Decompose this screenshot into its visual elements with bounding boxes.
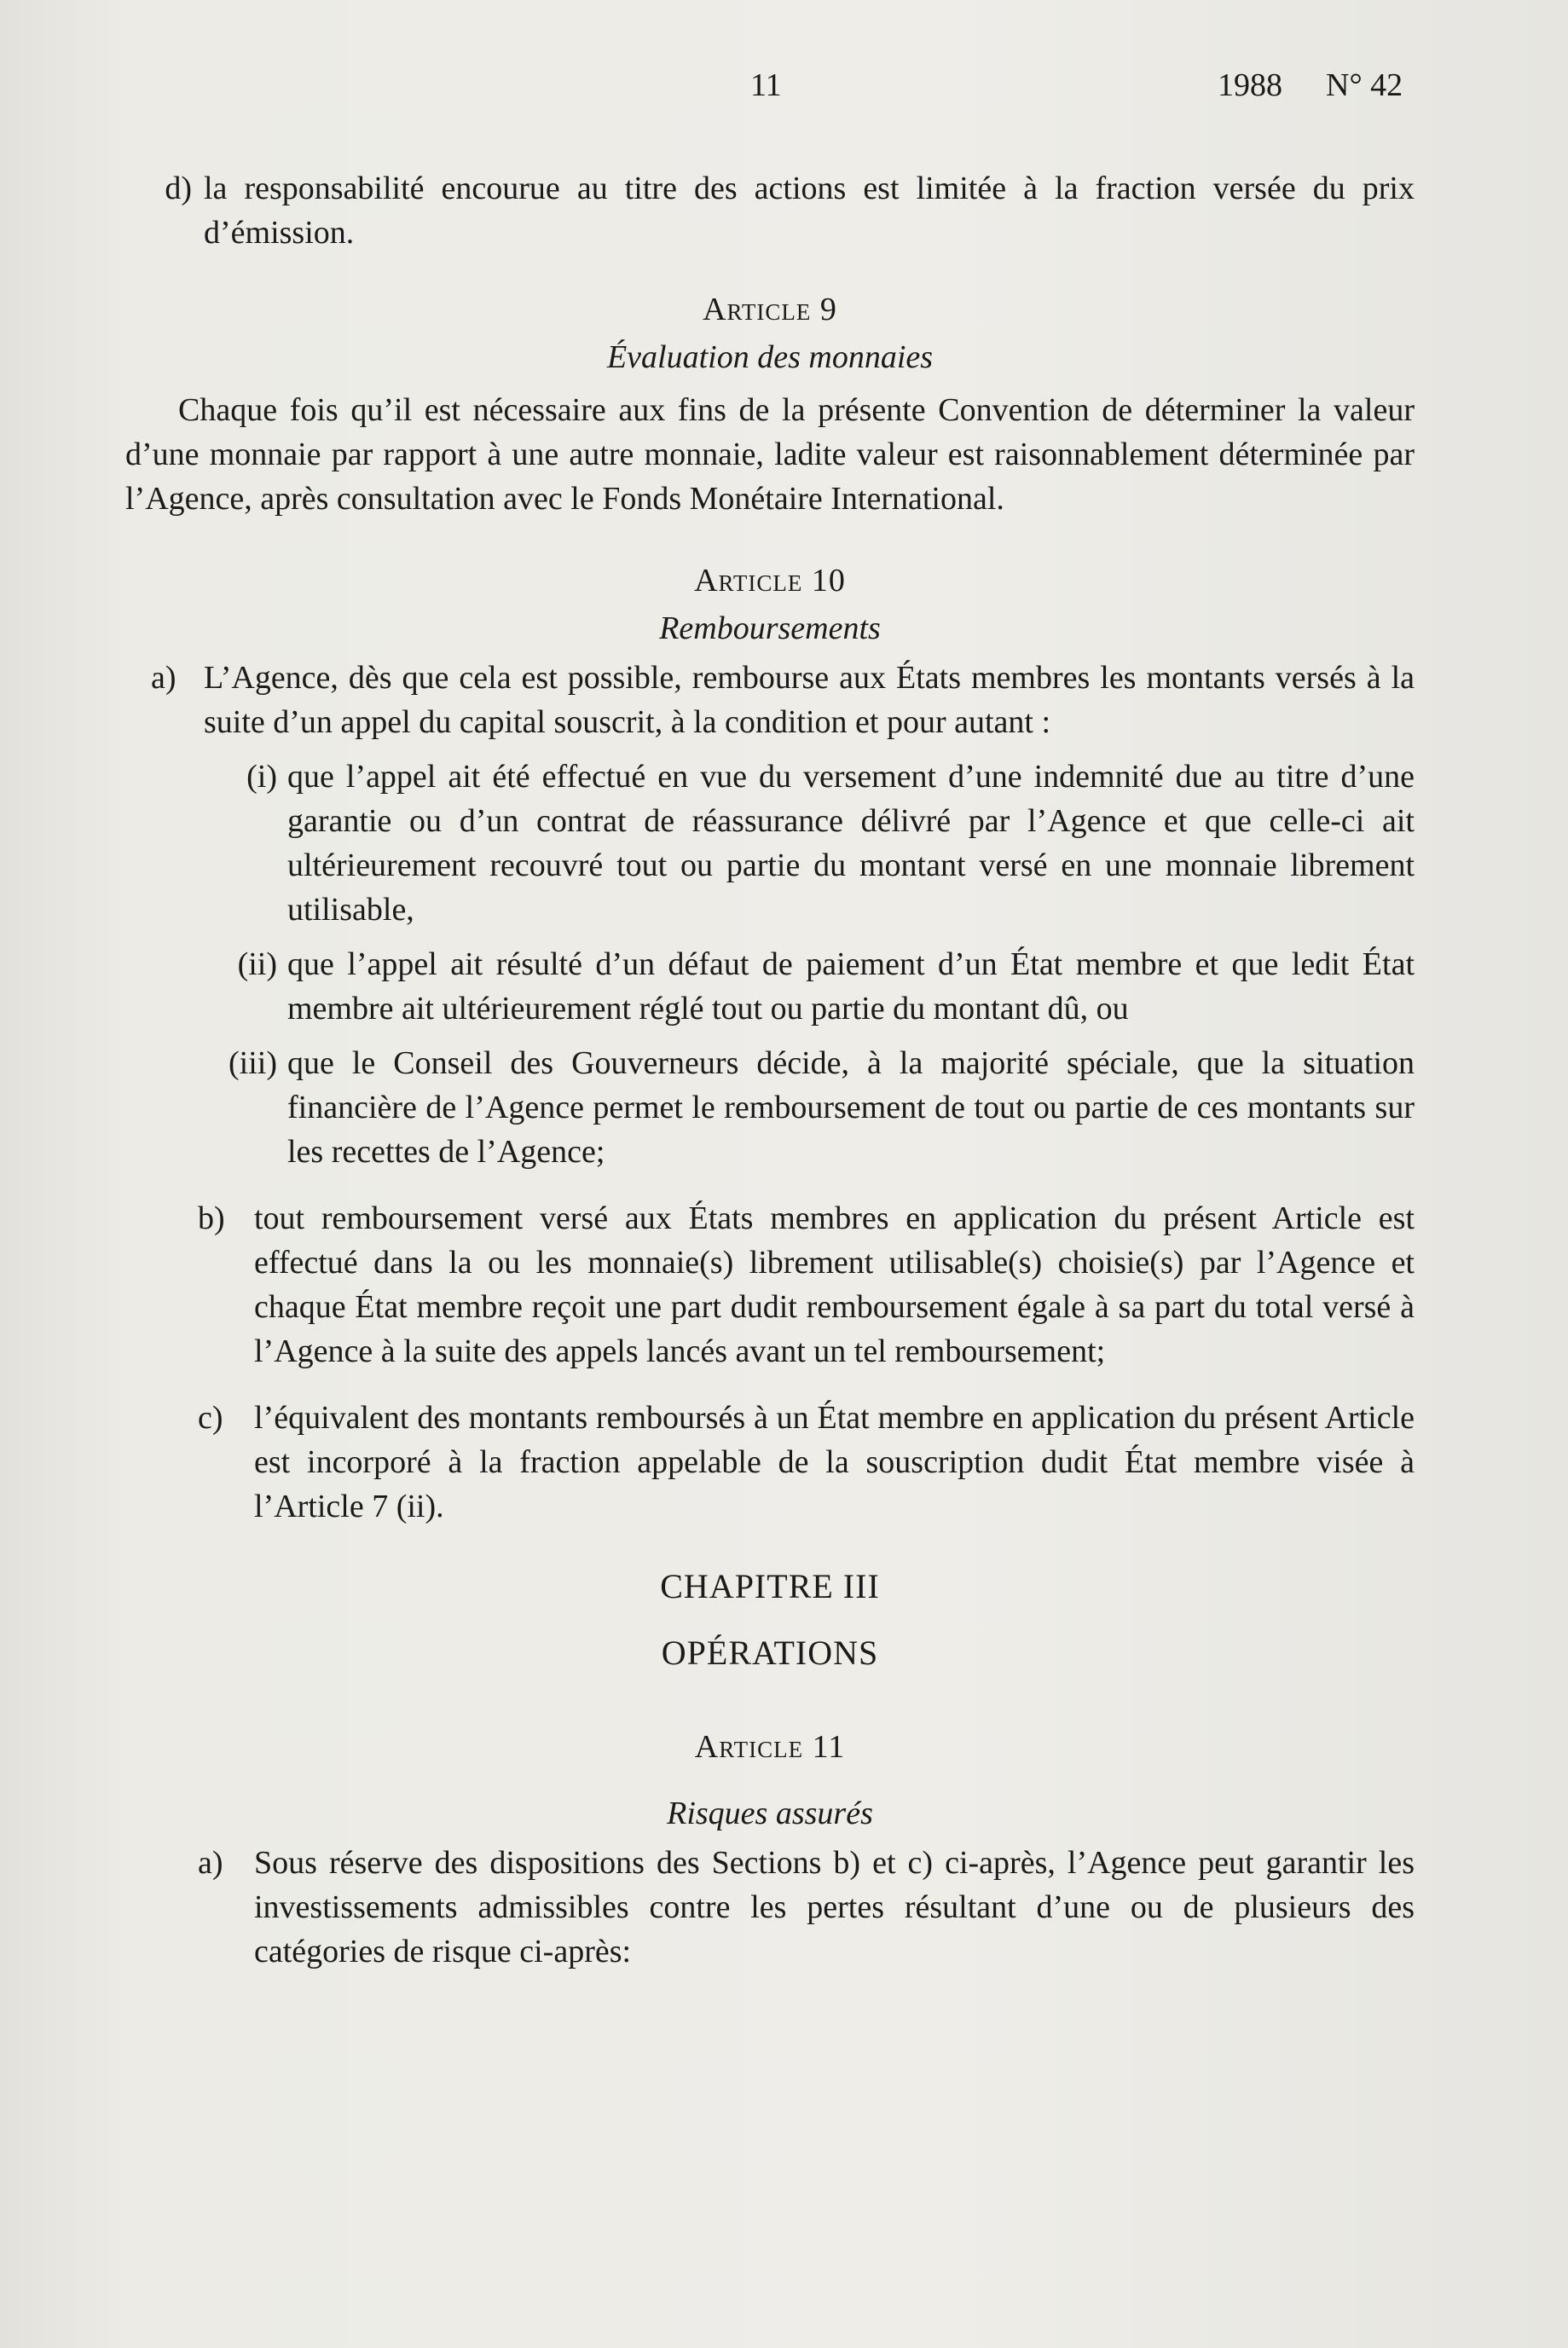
document-body — [125, 166, 1415, 1974]
item-text: L’Agence, dès que cela est possible, rembourse aux États membres les montants versés à la suite d’un appel du capital souscrit, à la condition et pour autant : — [204, 660, 1415, 740]
article-11-title: Risques assurés — [667, 1796, 873, 1831]
item-d — [165, 166, 1415, 255]
article-10-heading: Article 10 — [694, 563, 846, 599]
article-10-item-a-i — [204, 755, 1415, 932]
item-text: que l’appel ait été effectué en vue du versement d’une indemnité due au titre d’une garantie ou d’un contrat de réassurance délivré par l’Agence et que celle-ci ait ultérieurement recouvré tout ou partie du montant versé en une monnaie librement utilisable, — [287, 759, 1415, 928]
item-label: (ii) — [237, 946, 277, 982]
article-10-item-a-ii — [204, 942, 1415, 1031]
item-label: b) — [198, 1200, 225, 1236]
item-label: d) — [165, 171, 192, 206]
article-11-item-a — [198, 1841, 1415, 1974]
item-text: que l’appel ait résulté d’un défaut de paiement d’un État membre et que ledit État membre ait ultérieurement réglé tout ou partie du montant dû, ou — [287, 946, 1415, 1027]
article-10-item-a — [151, 656, 1415, 744]
article-10-title: Remboursements — [659, 610, 881, 646]
item-text: tout remboursement versé aux États membres en application du présent Article est effectué dans la ou les monnaie(s) librement utilisable(s) choisie(s) par l’Agence et chaque État membre reçoit une part dudit remboursement égale à sa part du total versé à l’Agence à la suite des appels lancés avant un tel remboursement; — [254, 1200, 1415, 1369]
header-issue: N° 42 — [1326, 67, 1403, 103]
item-text: l’équivalent des montants remboursés à un État membre en application du présent Article est incorporé à la fraction appelable de la souscription dudit État membre visée à l’Article 7 (ii). — [254, 1400, 1415, 1524]
article-10-item-a-iii — [204, 1041, 1415, 1174]
item-text: Sous réserve des dispositions des Sections b) et c) ci-après, l’Agence peut garantir les investissements admissibles contre les pertes résultant d’une ou de plusieurs des catégories de risque ci-après: — [254, 1845, 1415, 1969]
article-9-title: Évaluation des monnaies — [606, 339, 934, 375]
chapter-heading: CHAPITRE III — [660, 1567, 880, 1605]
article-10-item-b — [198, 1196, 1415, 1374]
item-text: la responsabilité encourue au titre des actions est limitée à la fraction versée du prix d’émission. — [204, 171, 1415, 251]
article-9-heading: Article 9 — [703, 292, 837, 327]
page-number: 11 — [750, 67, 782, 103]
item-text: que le Conseil des Gouverneurs décide, à la majorité spéciale, que la situation financière de l’Agence permet le remboursement de tout ou partie de ces montants sur les recettes de l’Agence; — [287, 1045, 1415, 1170]
item-label: a) — [198, 1845, 223, 1881]
header-year: 1988 — [1218, 67, 1282, 103]
item-label: (i) — [246, 759, 277, 795]
article-10-item-c — [198, 1396, 1415, 1529]
item-label: a) — [151, 660, 176, 696]
chapter-title: OPÉRATIONS — [661, 1634, 879, 1672]
article-9-body: Chaque fois qu’il est nécessaire aux fins de la présente Convention de déterminer la valeur d’une monnaie par rapport à une autre monnaie, ladite valeur est raisonnablement déterminée par l’Agence, après consultation avec le Fonds Monétaire International. — [125, 392, 1415, 517]
item-label: (iii) — [229, 1045, 277, 1081]
article-11-heading: Article 11 — [694, 1729, 846, 1765]
item-label: c) — [198, 1400, 223, 1436]
